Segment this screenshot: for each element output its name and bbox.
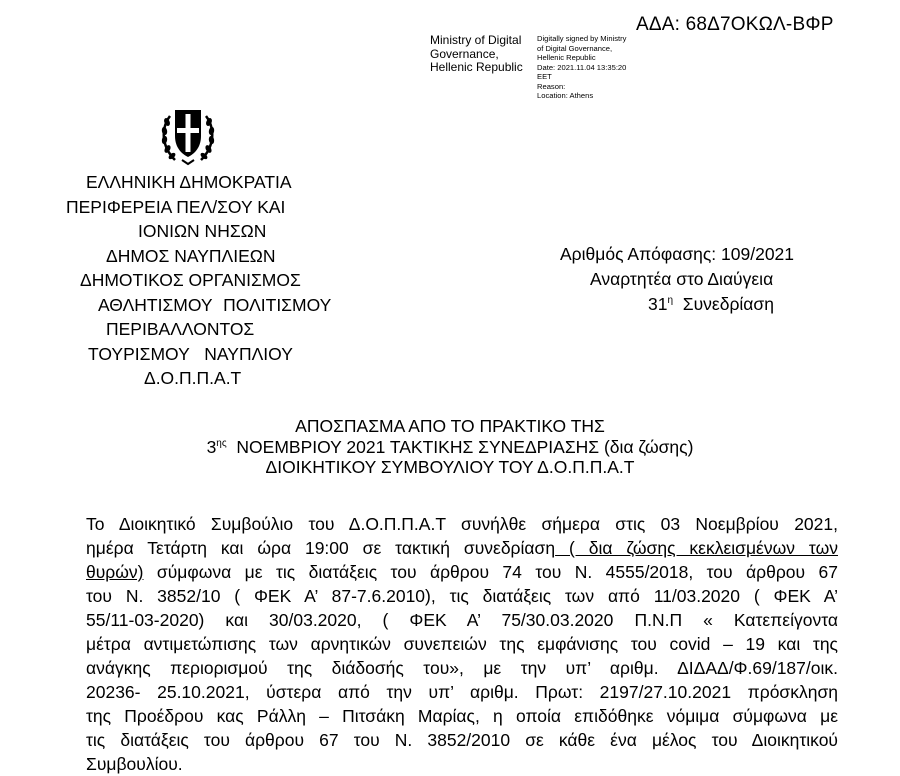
body-underlined-text: ( δια ζώσης κεκλεισμένων των [555, 538, 838, 558]
issuer-line: ΠΕΡΙΒΑΛΛΟΝΤΟΣ [106, 319, 255, 339]
body-line: 55/11-03-2020) και 30/03.2020, ( ΦΕΚ Α’ 75/30.03.2020 Π.Ν.Π « Κατεπείγοντα [86, 610, 838, 630]
body-line: μέτρα αντιμετώπισης των αρνητικών συνεπειών της εμφάνισης του covid – 19 και της [86, 634, 838, 654]
body-line [86, 560, 838, 584]
session-word: Συνεδρίαση [682, 294, 774, 314]
signature-line: of Digital Governance, [537, 43, 613, 53]
issuer-line: ΤΟΥΡΙΣΜΟΥ ΝΑΥΠΛΙΟΥ [88, 343, 293, 364]
signer-line: Governance, [430, 46, 499, 61]
body-paragraph [86, 512, 838, 776]
issuer-line: ΙΟΝΙΩΝ ΝΗΣΩΝ [138, 221, 267, 241]
signer-line: Hellenic Republic [430, 60, 523, 74]
title-line [110, 437, 790, 458]
body-line: του Ν. 3852/10 ( ΦΕΚ Α’ 87-7.6.2010), τις διατάξεις των από 11/03.2020 ( ΦΕΚ Α’ [86, 586, 838, 606]
session-ordinal-suffix: η [667, 295, 674, 307]
signer-line: Ministry of Digital [430, 33, 522, 47]
body-text: σύμφωνα με τις διατάξεις του άρθρου 74 του Ν. 4555/2018, του άρθρου 67 [143, 562, 838, 582]
signature-line: Location: Athens [537, 91, 594, 100]
title-line-rest: ΝΟΕΜΒΡΙΟΥ 2021 ΤΑΚΤΙΚΗΣ ΣΥΝΕΔΡΙΑΣΗΣ (δια ζώσης) [236, 436, 694, 457]
session-number: 31 [648, 294, 668, 314]
posting-note: Αναρτητέα στο Διαύγεια [590, 269, 774, 289]
body-line: τις διατάξεις του άρθρου 67 του Ν. 3852/2010 σε κάθε ένα μέλος του Διοικητικού [86, 730, 838, 750]
ada-code: ΑΔΑ: 68Δ7ΟΚΩΛ-ΒΦΡ [636, 14, 834, 35]
signature-line: Hellenic Republic [537, 53, 596, 62]
body-text: ημέρα Τετάρτη και ώρα 19:00 σε τακτική συνεδρίαση [86, 538, 556, 558]
issuer-line: ΔΗΜΟΣ ΝΑΥΠΛΙΕΩΝ [106, 245, 276, 266]
body-line: ανάγκης περιορισμού της διάδοσής του», με την υπ’ αριθμ. ΔΙΔΑΔ/Φ.69/187/οικ. [86, 658, 838, 678]
signature-line: Reason: [537, 81, 566, 91]
session-line [560, 292, 794, 317]
body-line [86, 536, 838, 560]
body-line: της Προέδρου κας Ράλλη – Πιτσάκη Μαρίας, η οποία επιδόθηκε νόμιμα σύμφωνα με [86, 706, 838, 726]
digital-signature-block [537, 34, 626, 101]
title-day: 3 [206, 436, 217, 457]
issuer-line: ΕΛΛΗΝΙΚΗ ΔΗΜΟΚΡΑΤΙΑ [86, 172, 292, 192]
title-line: ΑΠΟΣΠΑΣΜΑ ΑΠΟ ΤΟ ΠΡΑΚΤΙΚΟ ΤΗΣ [295, 416, 605, 436]
decision-info [560, 242, 794, 317]
issuer-line: ΔΗΜΟΤΙΚΟΣ ΟΡΓΑΝΙΣΜΟΣ [80, 270, 301, 290]
issuer-line: ΑΘΛΗΤΙΣΜΟΥ ΠΟΛΙΤΙΣΜΟΥ [98, 294, 332, 315]
issuer-line: Δ.Ο.Π.Π.Α.Τ [144, 368, 242, 388]
body-underlined-text: θυρών) [86, 562, 144, 582]
title-day-suffix: ης [216, 437, 227, 449]
body-line: Συμβουλίου. [86, 754, 183, 774]
body-line: 20236- 25.10.2021, ύστερα από την υπ’ αριθμ. Πρωτ: 2197/27.10.2021 πρόσκληση [86, 682, 838, 702]
title-line: ΔΙΟΙΚΗΤΙΚΟΥ ΣΥΜΒΟΥΛΙΟΥ ΤΟΥ Δ.Ο.Π.Π.Α.Τ [265, 457, 635, 477]
signature-line: Date: 2021.11.04 13:35:20 [537, 62, 627, 72]
issuer-block [56, 170, 346, 391]
signer-name [430, 34, 523, 75]
decision-number: Αριθμός Απόφασης: 109/2021 [560, 244, 795, 264]
signature-line: Digitally signed by Ministry [537, 34, 627, 43]
hellenic-republic-emblem-icon [158, 102, 218, 167]
document-title [110, 416, 790, 478]
signature-line: EET [537, 72, 552, 81]
issuer-line: ΠΕΡΙΦΕΡΕΙΑ ΠΕΛ/ΣΟΥ ΚΑΙ [66, 196, 286, 217]
body-line: Το Διοικητικό Συμβούλιο του Δ.Ο.Π.Π.Α.Τ συνήλθε σήμερα στις 03 Νοεμβρίου 2021, [86, 514, 838, 534]
